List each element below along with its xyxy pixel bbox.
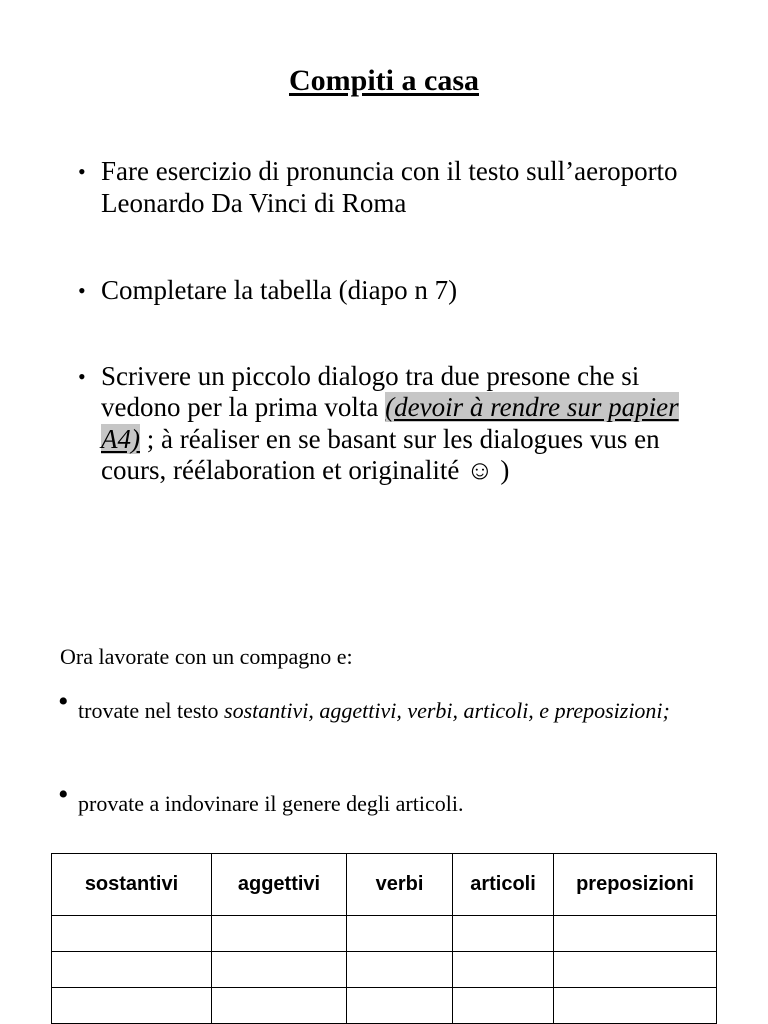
- homework-item-text: Scrivere un piccolo dialogo tra due presone che si vedono per la prima volta: [101, 360, 640, 422]
- homework-item-pronunciation: [78, 156, 698, 219]
- bullet-icon: •: [58, 685, 69, 718]
- table-cell: [453, 952, 554, 988]
- bullet-icon: •: [78, 278, 86, 303]
- column-header-verbi: verbi: [347, 854, 453, 916]
- table-header-row: [52, 854, 717, 916]
- homework-item-table: [78, 275, 698, 307]
- table-cell: [52, 916, 212, 952]
- table-cell: [554, 916, 717, 952]
- table-cell: [212, 916, 347, 952]
- exercise-item-italic: sostantivi, aggettivi, verbi, articoli, e preposizioni;: [224, 698, 670, 723]
- exercise-item-guess: [58, 778, 718, 825]
- table-cell: [212, 988, 347, 1024]
- table-cell: [347, 988, 453, 1024]
- table-row: [52, 916, 717, 952]
- column-header-aggettivi: aggettivi: [212, 854, 347, 916]
- bullet-icon: •: [78, 363, 86, 389]
- table-cell: [347, 916, 453, 952]
- table-cell: [453, 988, 554, 1024]
- table-cell: [52, 952, 212, 988]
- homework-item-text: Fare esercizio di pronuncia con il testo sull’aeroporto Leonardo Da Vinci di Roma: [101, 156, 678, 218]
- exercise-intro: Ora lavorate con un compagno e:: [60, 644, 353, 669]
- exercise-item-text: trovate nel testo: [78, 698, 225, 723]
- table-row: [52, 988, 717, 1024]
- homework-item-dialogue: [78, 361, 698, 487]
- table-cell: [554, 952, 717, 988]
- column-header-sostantivi: sostantivi: [52, 854, 212, 916]
- homework-item-text-continued: ; à réaliser en se basant sur les dialogues vus en cours, réélaboration et originalité ☺ ): [101, 423, 660, 485]
- table-cell: [554, 988, 717, 1024]
- word-category-table: [51, 853, 717, 1024]
- table-cell: [52, 988, 212, 1024]
- table-cell: [453, 916, 554, 952]
- highlighted-note: (devoir à rendre sur papier A4): [101, 392, 679, 454]
- table-cell: [212, 952, 347, 988]
- exercise-item-find: [58, 685, 718, 732]
- table-row: [52, 952, 717, 988]
- table-cell: [347, 952, 453, 988]
- exercise-item-text: provate a indovinare il genere degli articoli.: [78, 791, 464, 816]
- homework-list: [78, 156, 698, 487]
- bullet-icon: •: [58, 778, 69, 811]
- column-header-preposizioni: preposizioni: [554, 854, 717, 916]
- column-header-articoli: articoli: [453, 854, 554, 916]
- page-title: Compiti a casa: [289, 64, 479, 97]
- homework-item-text: Completare la tabella (diapo n 7): [101, 275, 458, 305]
- bullet-icon: •: [78, 159, 86, 184]
